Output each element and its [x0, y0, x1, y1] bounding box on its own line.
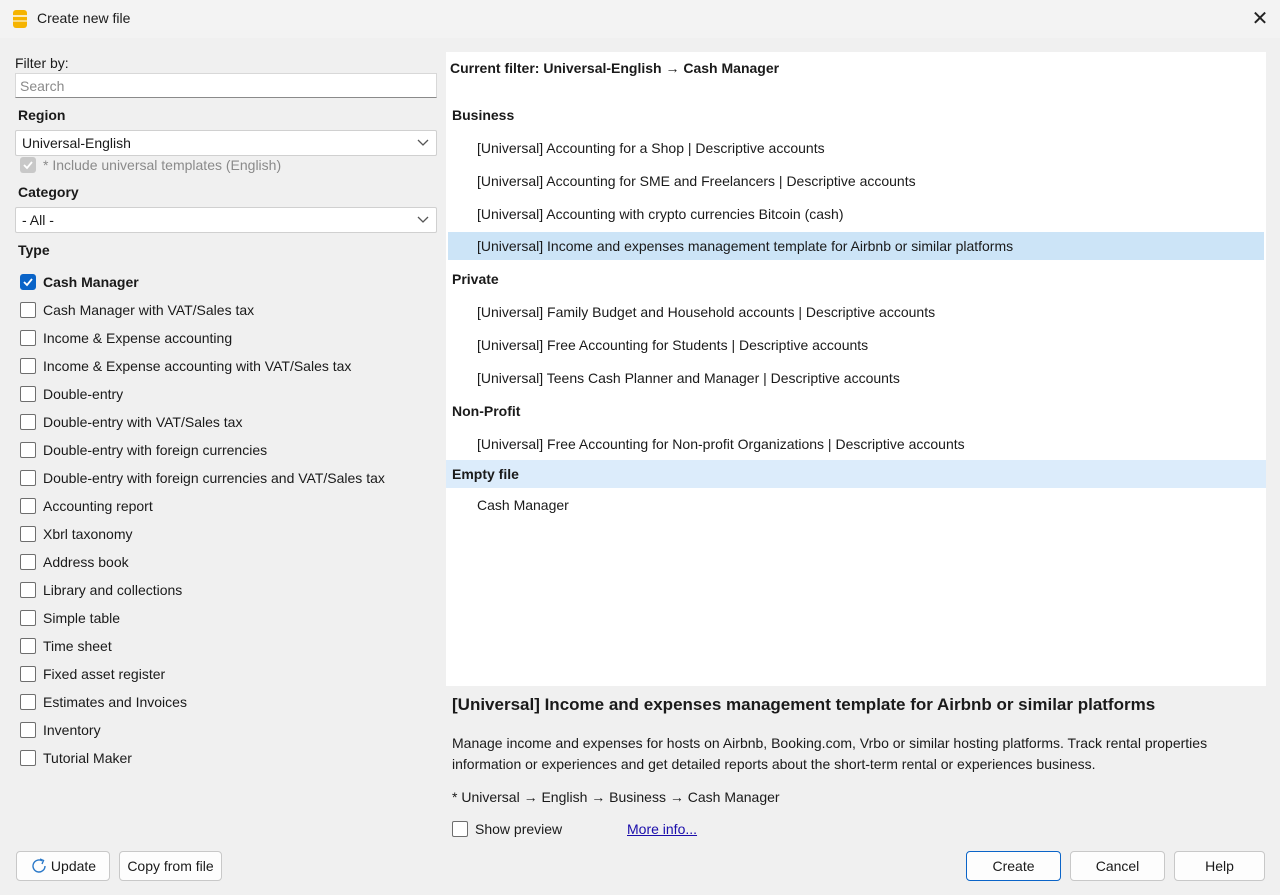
- type-checkbox-item[interactable]: [20, 632, 440, 660]
- checkbox-icon: [20, 386, 36, 402]
- template-group-header: Non-Profit: [452, 402, 521, 419]
- template-list-panel: [446, 52, 1266, 686]
- checkbox-icon: [20, 330, 36, 346]
- type-checkbox-label: Income & Expense accounting: [43, 330, 233, 346]
- type-checkbox-label: Double-entry: [43, 386, 124, 402]
- type-checkbox-label: Xbrl taxonomy: [43, 526, 133, 542]
- create-button-label: Create: [992, 858, 1035, 874]
- type-checkbox-item[interactable]: [20, 688, 440, 716]
- current-filter-text: Current filter: Universal-English → Cash Manager: [450, 60, 780, 76]
- cancel-button-label: Cancel: [1095, 858, 1140, 874]
- template-list-item[interactable]: [Universal] Accounting for SME and Freelancers | Descriptive accounts: [477, 172, 916, 189]
- checkbox-icon: [20, 358, 36, 374]
- type-checkbox-item[interactable]: [20, 716, 440, 744]
- update-button[interactable]: [16, 851, 110, 881]
- type-label: Type: [18, 242, 50, 258]
- type-checkbox-item[interactable]: [20, 296, 440, 324]
- template-group-header: Business: [452, 106, 515, 123]
- copy-from-file-button-label: Copy from file: [127, 858, 214, 874]
- template-list-item[interactable]: [Universal] Family Budget and Household accounts | Descriptive accounts: [477, 303, 936, 320]
- template-list-item[interactable]: [Universal] Accounting for a Shop | Descriptive accounts: [477, 139, 825, 156]
- type-checkbox-item[interactable]: [20, 520, 440, 548]
- type-checkbox-label: Library and collections: [43, 582, 183, 598]
- type-checkbox-label: Address book: [43, 554, 129, 570]
- checkbox-icon: [20, 694, 36, 710]
- checkbox-icon: [20, 610, 36, 626]
- template-list-item[interactable]: [Universal] Teens Cash Planner and Manager | Descriptive accounts: [477, 369, 900, 386]
- type-checkbox-label: Double-entry with VAT/Sales tax: [43, 414, 243, 430]
- type-checkbox-label: Estimates and Invoices: [43, 694, 187, 710]
- template-list-item[interactable]: [Universal] Free Accounting for Non-profit Organizations | Descriptive accounts: [477, 435, 965, 452]
- checkbox-icon: [20, 498, 36, 514]
- template-description-title: [Universal] Income and expenses management template for Airbnb or similar platforms: [452, 695, 1156, 714]
- checkbox-icon: [452, 821, 468, 837]
- checkmark-icon: [20, 157, 36, 173]
- region-select[interactable]: [15, 130, 437, 156]
- template-list-item[interactable]: [Universal] Accounting with crypto currencies Bitcoin (cash): [477, 205, 844, 222]
- checkbox-icon: [20, 302, 36, 318]
- chevron-down-icon: [417, 134, 429, 150]
- type-checkbox-label: Cash Manager with VAT/Sales tax: [43, 302, 255, 318]
- template-list: [446, 98, 1266, 521]
- include-universal-checkbox[interactable]: [20, 157, 281, 173]
- type-checkbox-item[interactable]: [20, 744, 440, 772]
- type-checkbox-item[interactable]: [20, 464, 440, 492]
- filter-label: Filter by:: [15, 55, 69, 71]
- checkbox-icon: [20, 666, 36, 682]
- more-info-link[interactable]: More info...: [627, 821, 698, 837]
- type-checkbox-label: Time sheet: [43, 638, 112, 654]
- checkbox-icon: [20, 554, 36, 570]
- type-checkbox-item[interactable]: [20, 660, 440, 688]
- checkbox-icon: [20, 414, 36, 430]
- type-list: [20, 268, 440, 772]
- template-list-item[interactable]: [Universal] Free Accounting for Students | Descriptive accounts: [477, 336, 869, 353]
- template-group-header: Empty file: [446, 460, 1266, 488]
- region-label: Region: [18, 107, 66, 123]
- type-checkbox-item[interactable]: [20, 324, 440, 352]
- banana-app-icon: [12, 9, 28, 29]
- checkbox-icon: [20, 470, 36, 486]
- update-button-label: Update: [50, 858, 97, 874]
- region-select-value: Universal-English: [22, 135, 131, 151]
- type-checkbox-label: Cash Manager: [43, 274, 139, 290]
- checkbox-icon: [20, 750, 36, 766]
- type-checkbox-label: Simple table: [43, 610, 121, 626]
- checkbox-checked-icon: [20, 274, 36, 290]
- category-select-value: - All -: [22, 212, 54, 228]
- checkbox-icon: [20, 638, 36, 654]
- show-preview-checkbox[interactable]: [452, 821, 562, 837]
- include-universal-label: * Include universal templates (English): [43, 157, 282, 173]
- template-path: * Universal → English → Business → Cash Manager: [452, 789, 780, 805]
- create-button[interactable]: [966, 851, 1061, 881]
- show-preview-label: Show preview: [475, 821, 563, 837]
- type-checkbox-item[interactable]: [20, 380, 440, 408]
- checkbox-icon: [20, 582, 36, 598]
- refresh-icon: [30, 857, 48, 875]
- type-checkbox-item[interactable]: [20, 268, 440, 296]
- cancel-button[interactable]: [1070, 851, 1165, 881]
- type-checkbox-label: Tutorial Maker: [43, 750, 132, 766]
- window-title: Create new file: [37, 10, 131, 26]
- template-description-body: Manage income and expenses for hosts on Airbnb, Booking.com, Vrbo or similar hosting platforms. Track rental properties information or experiences and get detailed reports about the short-term rental or experiences business.: [452, 735, 1208, 772]
- category-label: Category: [18, 184, 79, 200]
- category-select[interactable]: [15, 207, 437, 233]
- template-list-item[interactable]: Cash Manager: [477, 496, 569, 513]
- close-icon[interactable]: ✕: [1251, 7, 1269, 30]
- type-checkbox-label: Fixed asset register: [43, 666, 166, 682]
- type-checkbox-label: Accounting report: [43, 498, 153, 514]
- type-checkbox-label: Income & Expense accounting with VAT/Sales tax: [43, 358, 352, 374]
- help-button-label: Help: [1205, 858, 1234, 874]
- title-bar: [0, 0, 1280, 38]
- checkbox-icon: [20, 442, 36, 458]
- help-button[interactable]: [1174, 851, 1265, 881]
- type-checkbox-item[interactable]: [20, 436, 440, 464]
- type-checkbox-item[interactable]: [20, 604, 440, 632]
- template-group-header: Private: [452, 270, 499, 287]
- type-checkbox-label: Double-entry with foreign currencies and VAT/Sales tax: [43, 470, 385, 486]
- type-checkbox-item[interactable]: [20, 352, 440, 380]
- type-checkbox-item[interactable]: [20, 492, 440, 520]
- checkbox-icon: [20, 526, 36, 542]
- copy-from-file-button[interactable]: [119, 851, 222, 881]
- search-input[interactable]: [15, 73, 437, 98]
- checkbox-icon: [20, 722, 36, 738]
- type-checkbox-label: Double-entry with foreign currencies: [43, 442, 268, 458]
- type-checkbox-label: Inventory: [43, 722, 101, 738]
- type-checkbox-item[interactable]: [20, 548, 440, 576]
- template-list-item[interactable]: [Universal] Income and expenses management template for Airbnb or similar platforms: [448, 232, 1264, 260]
- type-checkbox-item[interactable]: [20, 576, 440, 604]
- chevron-down-icon: [417, 211, 429, 227]
- type-checkbox-item[interactable]: [20, 408, 440, 436]
